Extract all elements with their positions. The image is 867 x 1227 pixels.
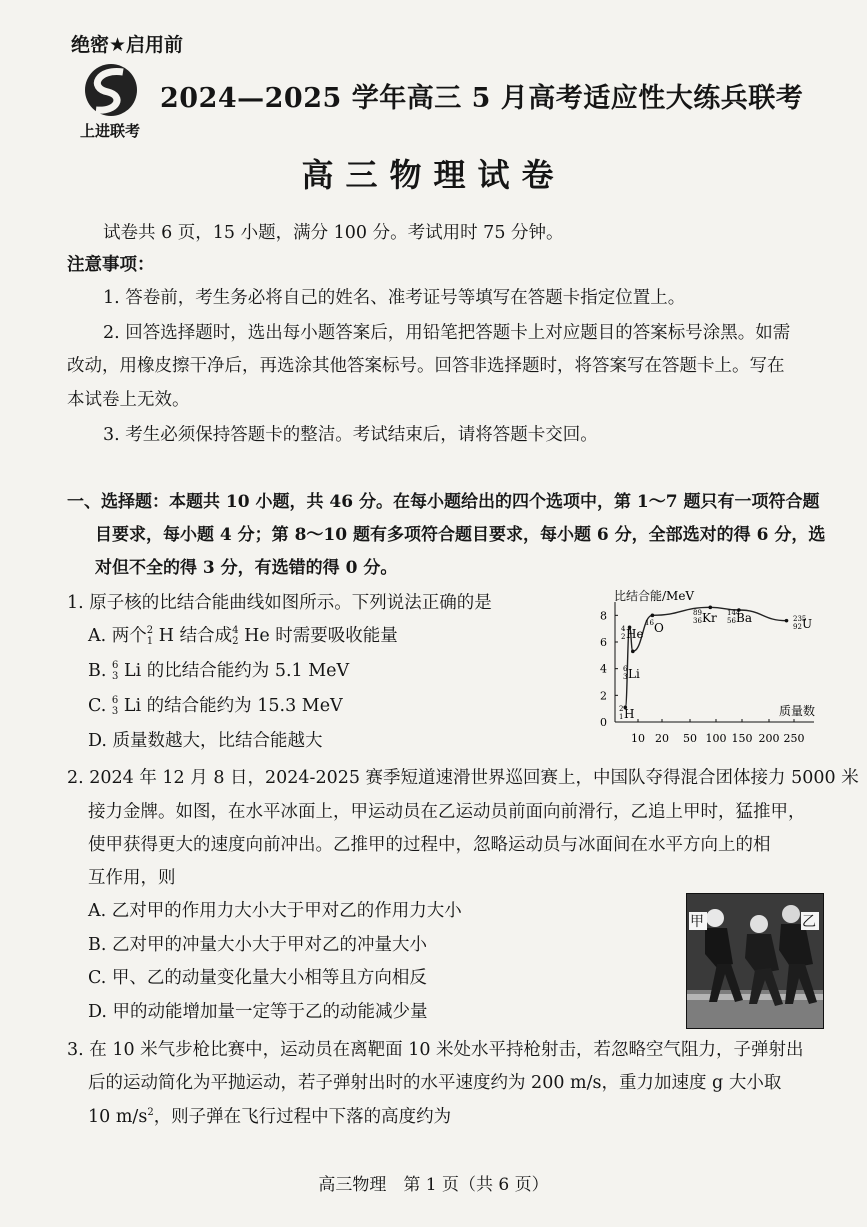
- section-1-line2: 目要求，每小题 4 分；第 8～10 题有多项符合题目要求，每小题 6 分，全部选对的得 6 分，选: [95, 525, 826, 545]
- chart-x-tick-label: 200: [758, 732, 780, 745]
- q2-line4: 互作用，则: [88, 868, 176, 888]
- binding-energy-chart: [592, 588, 824, 752]
- svg-text:235: 235: [793, 615, 807, 623]
- q1-stem: 1. 原子核的比结合能曲线如图所示。下列说法正确的是: [67, 593, 492, 613]
- notice-item-2-line2: 改动，用橡皮擦干净后，再选涂其他答案标号。回答非选择题时，将答案写在答题卡上。写在: [67, 356, 785, 376]
- q2-option-b: B. 乙对甲的冲量大小大于甲对乙的冲量大小: [88, 935, 427, 955]
- notice-item-1: 1. 答卷前，考生务必将自己的姓名、准考证号等填写在答题卡指定位置上。: [103, 288, 686, 308]
- section-1-line3: 对但不全的得 3 分，有选错的得 0 分。: [95, 558, 398, 578]
- svg-text:Kr: Kr: [702, 611, 717, 625]
- logo-icon: [78, 60, 148, 140]
- chart-nuclide-label-h: [619, 705, 634, 721]
- q1-option-b: B. 6 3 Li 的比结合能约为 5.1 MeV: [88, 659, 350, 682]
- section-1-line1: 一、选择题：本题共 10 小题，共 46 分。在每小题给出的四个选项中，第 1～7 题只有一项符合题: [67, 492, 820, 512]
- paper-title: 高三物理试卷: [301, 156, 566, 194]
- chart-nuclide-label-u: [793, 615, 812, 631]
- exam-intro: 试卷共 6 页，15 小题，满分 100 分。考试用时 75 分钟。: [103, 223, 564, 243]
- svg-text:O: O: [654, 621, 664, 635]
- chart-data-point: [708, 606, 712, 610]
- chart-nuclide-label-ba: [727, 609, 752, 625]
- notice-item-2-line3: 本试卷上无效。: [67, 390, 190, 410]
- svg-text:4: 4: [621, 625, 626, 633]
- q1-option-d: D. 质量数越大，比结合能越大: [88, 731, 323, 751]
- chart-x-tick-label: 150: [731, 732, 753, 745]
- chart-x-tick-label: 100: [705, 732, 727, 745]
- chart-data-point: [651, 614, 655, 618]
- chart-y-tick-label: 2: [600, 689, 607, 703]
- q2-option-a: A. 乙对甲的作用力大小大于甲对乙的作用力大小: [88, 901, 462, 921]
- svg-text:92: 92: [793, 623, 802, 631]
- chart-nuclide-label-he: [621, 625, 644, 641]
- notice-item-2-line1: 2. 回答选择题时，选出每小题答案后，用铅笔把答题卡上对应题目的答案标号涂黑。如需: [103, 323, 791, 343]
- q2-option-c: C. 甲、乙的动量变化量大小相等且方向相反: [88, 968, 427, 988]
- chart-data-point: [631, 650, 635, 654]
- svg-text:56: 56: [727, 617, 736, 625]
- svg-text:16: 16: [645, 619, 654, 627]
- svg-text:6: 6: [623, 665, 628, 673]
- skating-photo: [686, 893, 824, 1029]
- svg-text:3: 3: [623, 673, 628, 681]
- chart-data-point: [785, 619, 789, 623]
- q2-line3: 使甲获得更大的速度向前冲出。乙推甲的过程中，忽略运动员与冰面间在水平方向上的相: [88, 835, 771, 855]
- q2-line2: 接力金牌。如图，在水平冰面上，甲运动员在乙运动员前面向前滑行，乙追上甲时，猛推甲，: [88, 802, 806, 822]
- chart-y-tick-label: 4: [600, 662, 607, 676]
- svg-text:1: 1: [619, 713, 624, 721]
- photo-label-jia: 甲: [690, 914, 704, 930]
- chart-nuclide-label-o: [645, 619, 664, 635]
- logo-text: 上进联考: [80, 122, 141, 140]
- svg-text:He: He: [626, 627, 644, 641]
- q3-line2: 后的运动简化为平抛运动，若子弹射出时的水平速度约为 200 m/s，重力加速度 g 大小取: [88, 1073, 782, 1093]
- svg-text:Ba: Ba: [736, 611, 752, 625]
- svg-text:Li: Li: [628, 667, 640, 681]
- chart-nuclide-label-kr: [693, 609, 717, 625]
- chart-x-tick-label: 250: [783, 732, 805, 745]
- exam-title: 2024—2025 学年高三 5 月高考适应性大练兵联考: [160, 83, 804, 114]
- notice-heading: 注意事项：: [67, 255, 155, 275]
- chart-y-label: 比结合能/MeV: [614, 589, 695, 603]
- notice-item-3: 3. 考生必须保持答题卡的整洁。考试结束后，请将答题卡交回。: [103, 425, 598, 445]
- chart-nuclide-label-li: [623, 665, 640, 681]
- chart-y-tick-label: 0: [600, 716, 607, 729]
- q1-option-c: C. 6 3 Li 的结合能约为 15.3 MeV: [88, 694, 343, 717]
- page-footer: 高三物理 第 1 页（共 6 页）: [318, 1175, 549, 1195]
- q3-line3: 10 $m/s^2$，则子弹在飞行过程中下落的高度约为: [88, 1107, 452, 1127]
- chart-y-tick-label: 8: [600, 609, 607, 623]
- chart-x-tick-label: 50: [683, 732, 697, 745]
- q3-line1: 3. 在 10 米气步枪比赛中，运动员在离靶面 10 米处水平持枪射击，若忽略空气阻力，子弹射出: [67, 1040, 804, 1060]
- chart-x-tick-label: 10: [631, 732, 645, 745]
- svg-text:H: H: [624, 707, 635, 721]
- chart-x-label: 质量数: [779, 704, 816, 718]
- svg-text:U: U: [802, 617, 813, 631]
- svg-text:89: 89: [693, 609, 702, 617]
- q2-option-d: D. 甲的动能增加量一定等于乙的动能减少量: [88, 1002, 428, 1022]
- chart-x-tick-label: 20: [655, 732, 669, 745]
- photo-label-yi: 乙: [802, 914, 816, 930]
- chart-y-tick-label: 6: [600, 636, 607, 649]
- svg-text:36: 36: [693, 617, 702, 625]
- q2-line1: 2. 2024 年 12 月 8 日，2024-2025 赛季短道速滑世界巡回赛上，中国队夺得混合团体接力 5000 米: [67, 768, 859, 788]
- svg-text:2: 2: [619, 705, 624, 713]
- svg-text:144: 144: [727, 609, 741, 617]
- svg-text:2: 2: [621, 633, 626, 641]
- confidential-mark: 绝密★启用前: [71, 34, 184, 56]
- q1-option-a: A. 两个 2 1 H 结合成 4 2 He 时需要吸收能量: [88, 624, 398, 647]
